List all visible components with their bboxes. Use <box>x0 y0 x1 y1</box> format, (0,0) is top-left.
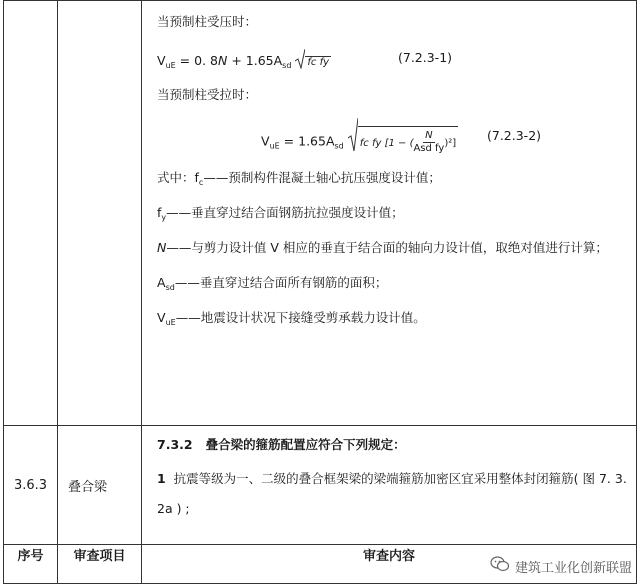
watermark <box>490 556 632 576</box>
tension-intro: 当预制柱受拉时： <box>157 87 258 102</box>
clause-point-1-cont: 2a ) ; <box>157 501 190 516</box>
table-row <box>4 426 637 545</box>
equation-7-2-3-1: $V_{uE} = 0$. $8N + 1.65A_{sd}$ fc fy (7.2.3-1) <box>157 49 624 67</box>
where-VuE: $V_{uE}——$地震设计状况下接缝受剪承载力设计值。 <box>157 310 426 327</box>
where-fc: 式中：$f_c——$预制构件混凝土轴心抗压强度设计值； <box>157 170 441 187</box>
where-N: N——与剪力设计值 V 相应的垂直于结合面的轴向力设计值，取绝对值进行计算； <box>157 240 608 255</box>
number-cell-empty <box>4 1 58 426</box>
wechat-icon <box>490 556 510 576</box>
header-content: 审查内容 <box>142 545 637 584</box>
where-fy: $f_y——$垂直穿过结合面钢筋抗拉强度设计值； <box>157 205 404 222</box>
compress-intro: 当预制柱受压时： <box>157 14 258 29</box>
clause-point-1: 1 抗震等级为一、二级的叠合框架梁的梁端箍筋加密区宜采用整体封闭箍筋( 图 7. 3. <box>157 471 627 486</box>
review-table <box>3 0 637 584</box>
content-cell <box>142 426 637 545</box>
where-Asd: $A_{sd}——$垂直穿过结合面所有钢筋的面积； <box>157 275 388 292</box>
content-cell <box>142 1 637 426</box>
fraction: $\frac{N}{\text{Asd fy}}$ <box>413 130 445 154</box>
clause-heading: 7.3.2 叠合梁的箍筋配置应符合下列规定： <box>157 437 406 452</box>
row-item: 叠合梁 <box>58 426 142 545</box>
watermark-text: 建筑工业化创新联盟 <box>514 560 632 576</box>
equation-number-2: (7.2.3-2) <box>487 128 542 143</box>
sqrt-symbol <box>348 118 358 166</box>
header-item: 审查项目 <box>58 545 142 584</box>
equation-7-2-3-2: $V_{uE} = 1.65A_{sd}$ fc fy [1 − ( $\frac{N}{\text{Asd fy}}$ )²] (7.2.3-2) <box>157 118 624 154</box>
equation-number-1: (7.2.3-1) <box>398 50 453 65</box>
item-cell-empty <box>58 1 142 426</box>
table-row <box>4 1 637 426</box>
sqrt-symbol <box>295 49 305 74</box>
header-number: 序号 <box>4 545 58 584</box>
row-number: 3.6.3 <box>4 426 58 545</box>
